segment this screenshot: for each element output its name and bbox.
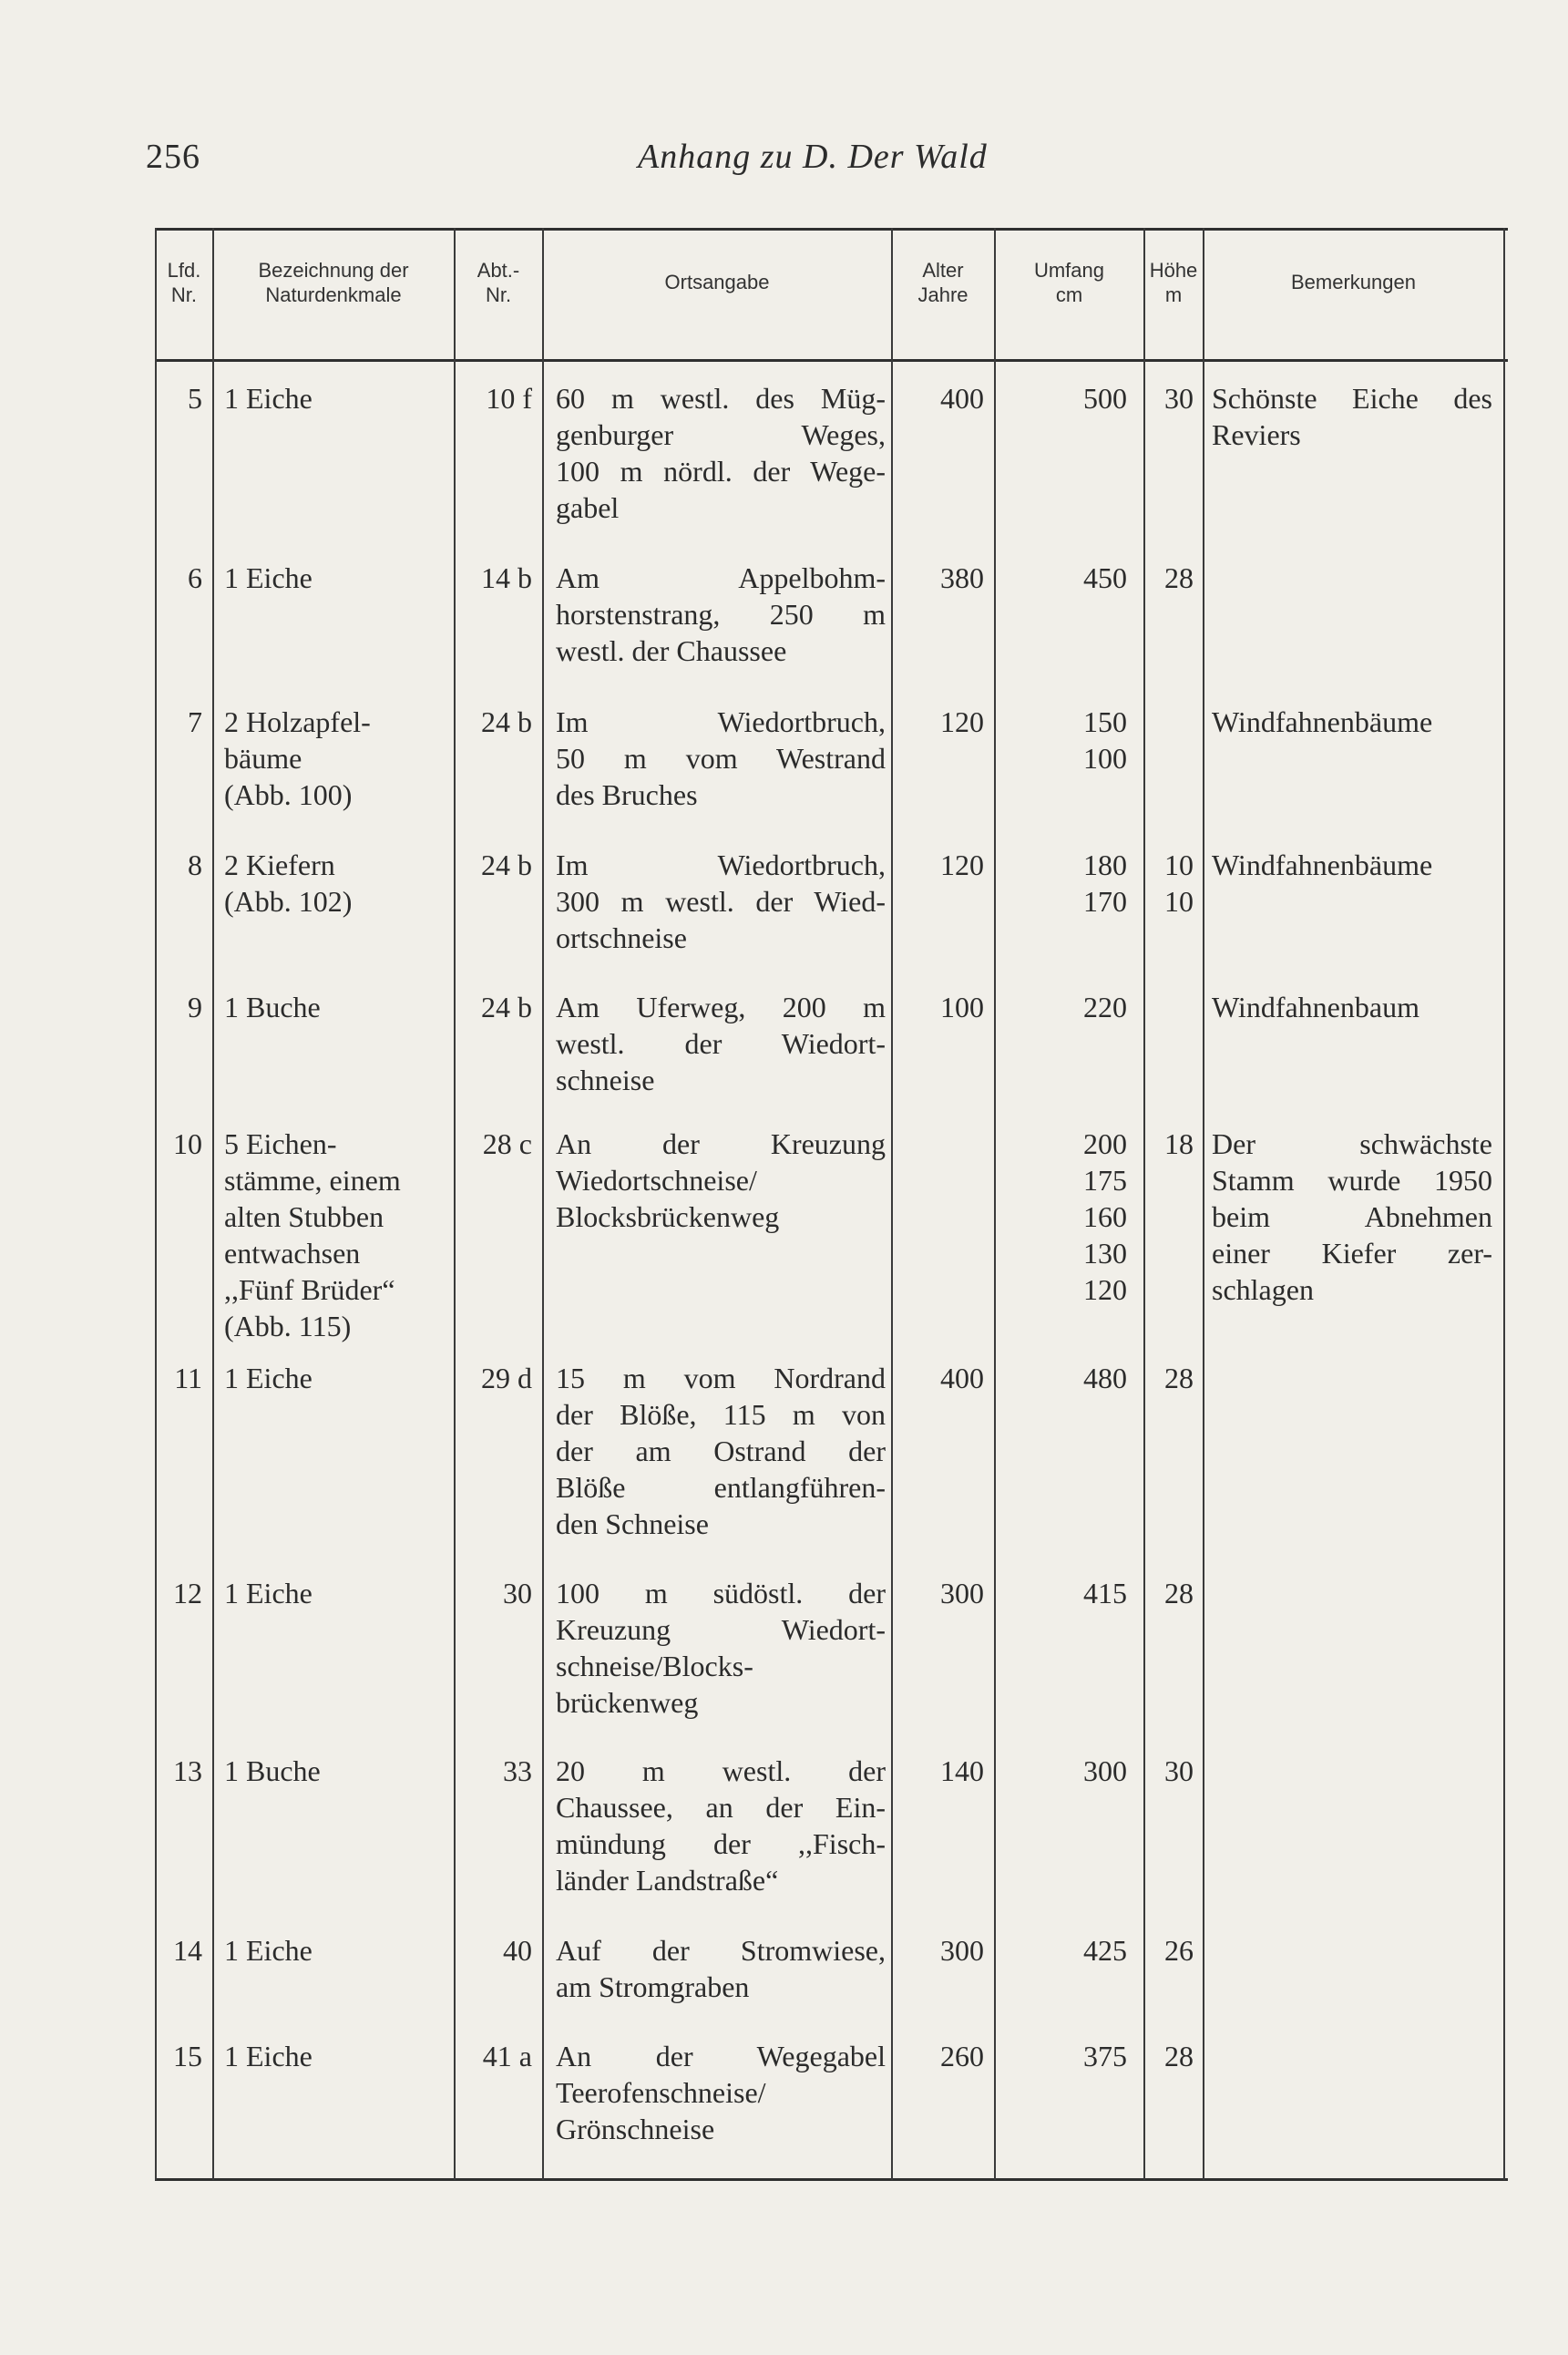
cell-umfang-line: 130: [1083, 1237, 1127, 1270]
cell-hoehe-line: 18: [1164, 1127, 1194, 1160]
cell-umfang: [1011, 847, 1127, 920]
cell-ortsangabe-line: der am Ostrand der: [556, 1435, 886, 1467]
cell-umfang-line: 480: [1083, 1362, 1127, 1394]
cell-lfd-nr: 10: [173, 1127, 202, 1160]
cell-ortsangabe: [556, 1575, 886, 1721]
cell-ortsangabe: [556, 704, 886, 813]
cell-lfd-nr: 6: [188, 561, 202, 594]
cell-abt-nr: 28 c: [482, 1127, 532, 1160]
cell-umfang-line: 180: [1083, 848, 1127, 881]
cell-hoehe-line: 28: [1164, 1362, 1194, 1394]
cell-ortsangabe-line: 60 m westl. des Müg-: [556, 382, 886, 415]
cell-ortsangabe-line: mündung der ,,Fisch-: [556, 1827, 886, 1860]
header-alter: Alter Jahre: [917, 258, 968, 306]
running-title: Anhang zu D. Der Wald: [638, 138, 988, 176]
cell-bezeichnung: [224, 1753, 443, 1789]
cell-bezeichnung: [224, 704, 443, 813]
cell-hoehe: [1148, 2038, 1194, 2074]
cell-hoehe-line: 28: [1164, 561, 1194, 594]
cell-hoehe: [1148, 1126, 1194, 1162]
cell-abt-nr: 33: [503, 1754, 532, 1787]
cell-bezeichnung: [224, 380, 443, 416]
cell-umfang-line: 170: [1083, 885, 1127, 918]
header-bezeichnung: Bezeichnung der Naturdenkmale: [258, 258, 409, 306]
cell-umfang-line: 175: [1083, 1164, 1127, 1197]
cell-umfang: [1011, 1126, 1127, 1308]
cell-lfd-nr: 8: [188, 848, 202, 881]
cell-abt-nr: 41 a: [482, 2040, 532, 2072]
cell-hoehe: [1148, 1932, 1194, 1969]
cell-lfd-nr: 11: [174, 1362, 202, 1394]
cell-bezeichnung: [224, 1360, 443, 1396]
cell-hoehe-line: 30: [1164, 382, 1194, 415]
cell-bezeichnung: [224, 847, 443, 920]
cell-bezeichnung: [224, 1575, 443, 1611]
cell-ortsangabe-line: 300 m westl. der Wied-: [556, 885, 886, 918]
cell-umfang: [1011, 560, 1127, 596]
cell-bezeichnung-line: 1 Buche: [224, 991, 321, 1023]
cell-alter: [893, 1126, 984, 1162]
cell-lfd-nr: 5: [188, 382, 202, 415]
cell-bezeichnung-line: ,,Fünf Brüder“: [224, 1273, 395, 1306]
cell-bezeichnung-line: 5 Eichen-: [224, 1127, 337, 1160]
cell-bezeichnung-line: (Abb. 100): [224, 778, 353, 811]
cell-abt-nr: 24 b: [481, 705, 532, 738]
cell-ortsangabe-line: der Blöße, 115 m von: [556, 1398, 886, 1431]
cell-bemerkungen-line: Windfahnenbäume: [1212, 848, 1433, 881]
cell-ortsangabe: [556, 1126, 886, 1235]
cell-bemerkungen-line: beim Abnehmen: [1212, 1200, 1492, 1233]
cell-ortsangabe-line: Blöße entlangführen-: [556, 1471, 886, 1504]
cell-bezeichnung: [224, 989, 443, 1025]
cell-umfang-line: 120: [1083, 1273, 1127, 1306]
cell-ortsangabe-line: Auf der Stromwiese,: [556, 1934, 886, 1967]
cell-lfd-nr: 13: [173, 1754, 202, 1787]
cell-ortsangabe-line: schneise/Blocks-: [556, 1650, 753, 1682]
header-hoehe: Höhe m: [1149, 258, 1198, 306]
cell-lfd-nr: 7: [188, 705, 202, 738]
cell-ortsangabe-line: schneise: [556, 1064, 655, 1096]
cell-bemerkungen: [1212, 847, 1492, 883]
cell-bemerkungen-line: Windfahnenbäume: [1212, 705, 1433, 738]
cell-ortsangabe-line: brückenweg: [556, 1686, 699, 1719]
cell-ortsangabe-line: Teerofenschneise/: [556, 2076, 766, 2109]
cell-bemerkungen-line: Windfahnenbaum: [1212, 991, 1419, 1023]
cell-ortsangabe-line: Im Wiedortbruch,: [556, 705, 886, 738]
column-rule-name: [454, 228, 456, 2180]
cell-bezeichnung: [224, 560, 443, 596]
cell-bezeichnung-line: (Abb. 115): [224, 1310, 352, 1342]
cell-umfang: [1011, 1753, 1127, 1789]
cell-ortsangabe-line: den Schneise: [556, 1507, 709, 1540]
cell-bemerkungen-line: Schönste Eiche des: [1212, 382, 1492, 415]
cell-umfang: [1011, 2038, 1127, 2074]
cell-alter: 380: [940, 561, 984, 594]
cell-ortsangabe-line: 100 m nördl. der Wege-: [556, 455, 886, 488]
cell-hoehe: [1148, 560, 1194, 596]
cell-ortsangabe-line: Chaussee, an der Ein-: [556, 1791, 886, 1824]
cell-ortsangabe-line: An der Kreuzung: [556, 1127, 886, 1160]
cell-bemerkungen: [1212, 380, 1492, 453]
cell-ortsangabe-line: genburger Weges,: [556, 418, 886, 451]
cell-hoehe-line: 26: [1164, 1934, 1194, 1967]
cell-ortsangabe-line: An der Wegegabel: [556, 2040, 886, 2072]
cell-ortsangabe-line: länder Landstraße“: [556, 1864, 779, 1897]
cell-hoehe: [1148, 1753, 1194, 1789]
cell-abt-nr: 10 f: [486, 382, 532, 415]
cell-ortsangabe-line: Grönschneise: [556, 2113, 715, 2145]
cell-ortsangabe-line: Am Uferweg, 200 m: [556, 991, 886, 1023]
cell-abt-nr: 40: [503, 1934, 532, 1967]
cell-ortsangabe: [556, 989, 886, 1098]
cell-ortsangabe: [556, 1753, 886, 1898]
cell-bemerkungen-line: Stamm wurde 1950: [1212, 1164, 1492, 1197]
cell-ortsangabe-line: 50 m vom Westrand: [556, 742, 886, 775]
cell-umfang: [1011, 1575, 1127, 1611]
cell-umfang-line: 100: [1083, 742, 1127, 775]
cell-umfang: [1011, 704, 1127, 776]
cell-ortsangabe-line: am Stromgraben: [556, 1970, 750, 2003]
page-number: 256: [146, 138, 200, 176]
column-rule-left: [155, 228, 157, 2180]
column-rule-alter: [994, 228, 996, 2180]
cell-bezeichnung-line: entwachsen: [224, 1237, 361, 1270]
header-ortsangabe: Ortsangabe: [664, 271, 770, 294]
cell-ortsangabe-line: Am Appelbohm-: [556, 561, 886, 594]
cell-ortsangabe-line: des Bruches: [556, 778, 698, 811]
cell-ortsangabe: [556, 847, 886, 956]
cell-abt-nr: 14 b: [481, 561, 532, 594]
cell-bezeichnung-line: 2 Holzapfel-: [224, 705, 371, 738]
column-rule-abt: [542, 228, 544, 2180]
cell-abt-nr: 29 d: [481, 1362, 532, 1394]
cell-ortsangabe-line: 20 m westl. der: [556, 1754, 886, 1787]
table-top-rule: [155, 228, 1508, 231]
cell-alter: 120: [940, 705, 984, 738]
cell-bemerkungen-line: Reviers: [1212, 418, 1301, 451]
cell-umfang: [1011, 1932, 1127, 1969]
cell-hoehe-line: 10: [1164, 848, 1194, 881]
cell-ortsangabe: [556, 380, 886, 526]
cell-alter: 140: [940, 1754, 984, 1787]
cell-bezeichnung: [224, 1126, 443, 1344]
cell-ortsangabe-line: Im Wiedortbruch,: [556, 848, 886, 881]
cell-bezeichnung-line: 1 Eiche: [224, 2040, 313, 2072]
column-rule-nr: [212, 228, 214, 2180]
cell-lfd-nr: 14: [173, 1934, 202, 1967]
cell-lfd-nr: 12: [173, 1577, 202, 1609]
cell-ortsangabe-line: Wiedortschneise/: [556, 1164, 757, 1197]
cell-bezeichnung-line: 1 Eiche: [224, 1362, 313, 1394]
cell-ortsangabe: [556, 1360, 886, 1542]
cell-ortsangabe-line: 100 m südöstl. der: [556, 1577, 886, 1609]
cell-ortsangabe-line: westl. der Wiedort-: [556, 1027, 886, 1060]
cell-alter: 400: [940, 382, 984, 415]
cell-bemerkungen-line: schlagen: [1212, 1273, 1314, 1306]
cell-bezeichnung-line: bäume: [224, 742, 302, 775]
cell-ortsangabe-line: 15 m vom Nordrand: [556, 1362, 886, 1394]
cell-hoehe-line: 10: [1164, 885, 1194, 918]
cell-alter: 300: [940, 1934, 984, 1967]
cell-alter: 400: [940, 1362, 984, 1394]
cell-umfang-line: 220: [1083, 991, 1127, 1023]
cell-bezeichnung: [224, 2038, 443, 2074]
cell-bemerkungen: [1212, 989, 1492, 1025]
cell-bezeichnung-line: 1 Eiche: [224, 1577, 313, 1609]
header-lfd-nr: Lfd. Nr.: [167, 258, 201, 306]
cell-ortsangabe-line: Blocksbrückenweg: [556, 1200, 780, 1233]
cell-umfang-line: 200: [1083, 1127, 1127, 1160]
column-rule-hoehe: [1203, 228, 1204, 2180]
cell-umfang-line: 150: [1083, 705, 1127, 738]
cell-bezeichnung-line: 2 Kiefern: [224, 848, 335, 881]
cell-ortsangabe-line: westl. der Chaussee: [556, 634, 787, 667]
cell-bezeichnung-line: 1 Eiche: [224, 561, 313, 594]
cell-alter: 300: [940, 1577, 984, 1609]
cell-hoehe-line: 28: [1164, 2040, 1194, 2072]
cell-bemerkungen: [1212, 1126, 1492, 1308]
cell-bemerkungen-line: einer Kiefer zer-: [1212, 1237, 1492, 1270]
column-rule-ort: [891, 228, 893, 2180]
cell-abt-nr: 24 b: [481, 991, 532, 1023]
cell-bezeichnung-line: 1 Eiche: [224, 382, 313, 415]
header-bemerkungen: Bemerkungen: [1291, 271, 1416, 294]
cell-umfang-line: 425: [1083, 1934, 1127, 1967]
cell-hoehe-line: 30: [1164, 1754, 1194, 1787]
cell-hoehe-line: 28: [1164, 1577, 1194, 1609]
natural-monuments-table: [155, 228, 1508, 2183]
cell-umfang-line: 375: [1083, 2040, 1127, 2072]
cell-ortsangabe: [556, 2038, 886, 2147]
cell-lfd-nr: 9: [188, 991, 202, 1023]
cell-bezeichnung: [224, 1932, 443, 1969]
cell-ortsangabe: [556, 560, 886, 669]
header-bottom-rule: [155, 359, 1508, 362]
header-abt-nr: Abt.- Nr.: [477, 258, 520, 306]
cell-bezeichnung-line: alten Stubben: [224, 1200, 384, 1233]
cell-alter: 120: [940, 848, 984, 881]
column-rule-right: [1503, 228, 1505, 2180]
cell-bezeichnung-line: stämme, einem: [224, 1164, 401, 1197]
cell-ortsangabe-line: Kreuzung Wiedort-: [556, 1613, 886, 1646]
cell-bezeichnung-line: 1 Buche: [224, 1754, 321, 1787]
cell-ortsangabe-line: horstenstrang, 250 m: [556, 598, 886, 631]
cell-umfang: [1011, 1360, 1127, 1396]
column-rule-umfang: [1143, 228, 1145, 2180]
cell-hoehe: [1148, 847, 1194, 920]
cell-hoehe: [1148, 1360, 1194, 1396]
header-umfang: Umfang cm: [1033, 258, 1105, 306]
cell-umfang: [1011, 989, 1127, 1025]
cell-ortsangabe-line: gabel: [556, 491, 620, 524]
cell-abt-nr: 30: [503, 1577, 532, 1609]
running-head: [0, 137, 1568, 191]
cell-bemerkungen: [1212, 704, 1492, 740]
cell-lfd-nr: 15: [173, 2040, 202, 2072]
cell-ortsangabe-line: ortschneise: [556, 921, 687, 954]
cell-umfang-line: 450: [1083, 561, 1127, 594]
cell-ortsangabe: [556, 1932, 886, 2005]
table-bottom-rule: [155, 2178, 1508, 2181]
cell-umfang: [1011, 380, 1127, 416]
cell-umfang-line: 300: [1083, 1754, 1127, 1787]
cell-umfang-line: 500: [1083, 382, 1127, 415]
cell-abt-nr: 24 b: [481, 848, 532, 881]
cell-umfang-line: 415: [1083, 1577, 1127, 1609]
cell-bezeichnung-line: 1 Eiche: [224, 1934, 313, 1967]
cell-bemerkungen-line: Der schwächste: [1212, 1127, 1492, 1160]
cell-hoehe: [1148, 380, 1194, 416]
cell-umfang-line: 160: [1083, 1200, 1127, 1233]
cell-bezeichnung-line: (Abb. 102): [224, 885, 353, 918]
cell-alter: 100: [940, 991, 984, 1023]
cell-hoehe: [1148, 1575, 1194, 1611]
cell-alter: 260: [940, 2040, 984, 2072]
